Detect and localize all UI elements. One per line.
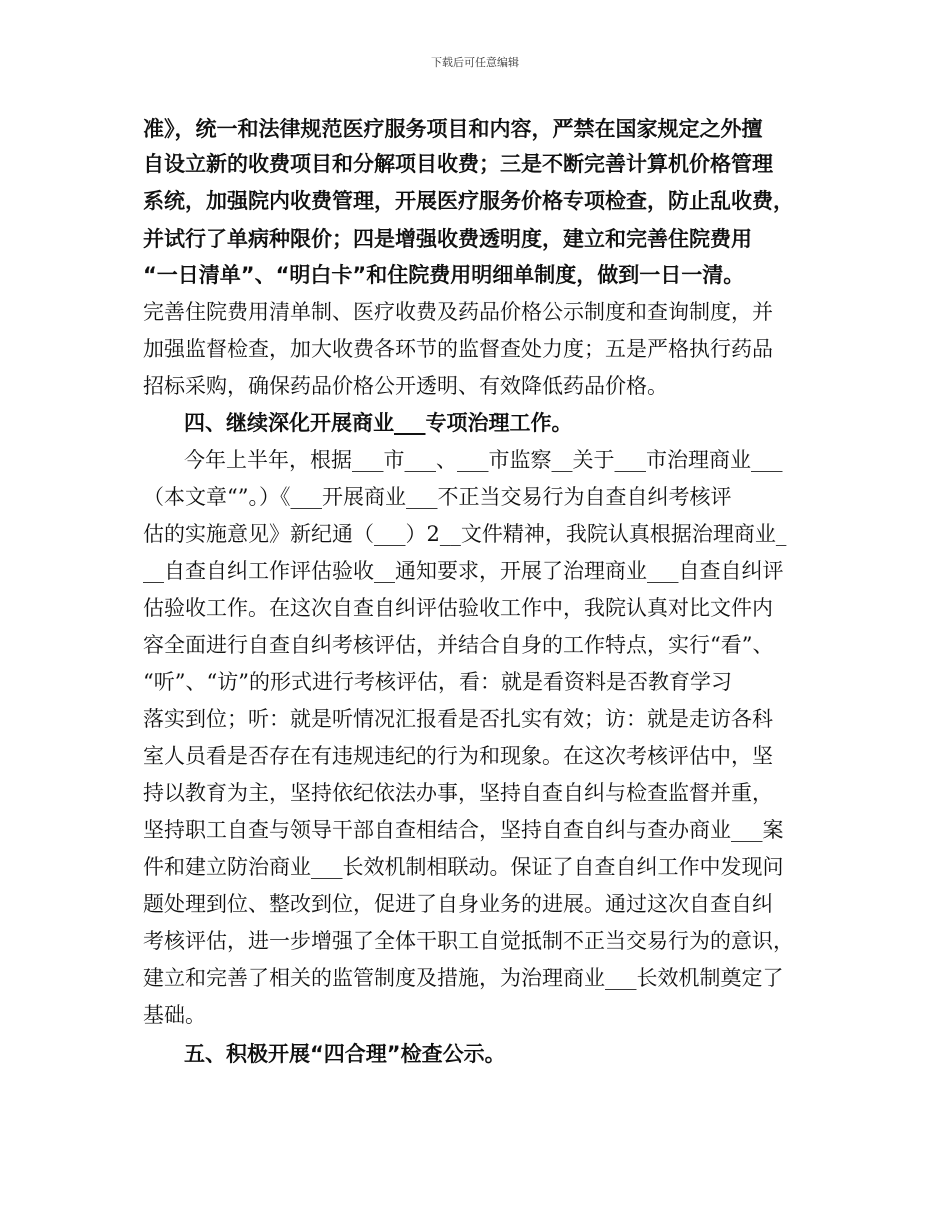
body-line: 估验收工作。在这次自查自纠评估验收工作中，我院认真对比文件内 — [143, 596, 773, 620]
body-line: 室人员看是否存在有违规违纪的行为和现象。在这次考核评估中，坚 — [143, 744, 773, 768]
body-line: “一日清单”、“明白卡”和住院费用明细单制度，做到一日一清。 — [143, 263, 745, 287]
body-line: 考核评估，进一步增强了全体干职工自觉抵制不正当交易行为的意识， — [143, 929, 794, 953]
body-line: 并试行了单病种限价；四是增强收费透明度，建立和完善住院费用 — [143, 227, 752, 251]
body-line: 基础。 — [143, 1003, 206, 1027]
body-line: 今年上半年，根据___市___、___市监察__关于___市治理商业___ — [184, 448, 783, 472]
body-line: 完善住院费用清单制、医疗收费及药品价格公示制度和查询制度，并 — [143, 300, 773, 324]
body-line: 估的实施意见》新纪通（___）2__文件精神，我院认真根据治理商业_ — [143, 522, 787, 546]
body-line: 件和建立防治商业___长效机制相联动。保证了自查自纠工作中发现问 — [143, 855, 784, 879]
body-line: 坚持职工自查与领导干部自查相结合，坚持自查自纠与查办商业___案 — [143, 818, 784, 842]
body-line: 加强监督检查，加大收费各环节的监督查处力度；五是严格执行药品 — [143, 337, 773, 361]
section-heading: 四、继续深化开展商业___专项治理工作。 — [184, 411, 573, 435]
body-line: （本文章“”。）《___开展商业___不正当交易行为自查自纠考核评 — [143, 485, 732, 509]
body-line: 落实到位；听：就是听情况汇报看是否扎实有效；访：就是走访各科 — [143, 707, 773, 731]
body-line: 准》，统一和法律规范医疗服务项目和内容，严禁在国家规定之外擅 — [143, 117, 763, 141]
body-line: __自查自纠工作评估验收__通知要求，开展了治理商业___自查自纠评 — [143, 559, 784, 583]
body-line: 招标采购，确保药品价格公开透明、有效降低药品价格。 — [143, 374, 668, 398]
body-line: 系统，加强院内收费管理，开展医疗服务价格专项检查，防止乱收费， — [143, 189, 794, 213]
section-heading: 五、积极开展“四合理”检查公示。 — [184, 1042, 506, 1066]
body-line: “听”、“访”的形式进行考核评估，看：就是看资料是否教育学习 — [143, 670, 732, 694]
body-line: 持以教育为主，坚持依纪依法办事，坚持自查自纠与检查监督并重， — [143, 781, 773, 805]
body-line: 容全面进行自查自纠考核评估，并结合自身的工作特点，实行“看”、 — [143, 633, 774, 657]
body-line: 建立和完善了相关的监管制度及措施，为治理商业___长效机制奠定了 — [143, 966, 784, 990]
body-line: 自设立新的收费项目和分解项目收费；三是不断完善计算机价格管理 — [143, 152, 773, 176]
body-line: 题处理到位、整改到位，促进了自身业务的进展。通过这次自查自纠 — [143, 892, 773, 916]
page-header: 下载后可任意编辑 — [431, 56, 519, 69]
